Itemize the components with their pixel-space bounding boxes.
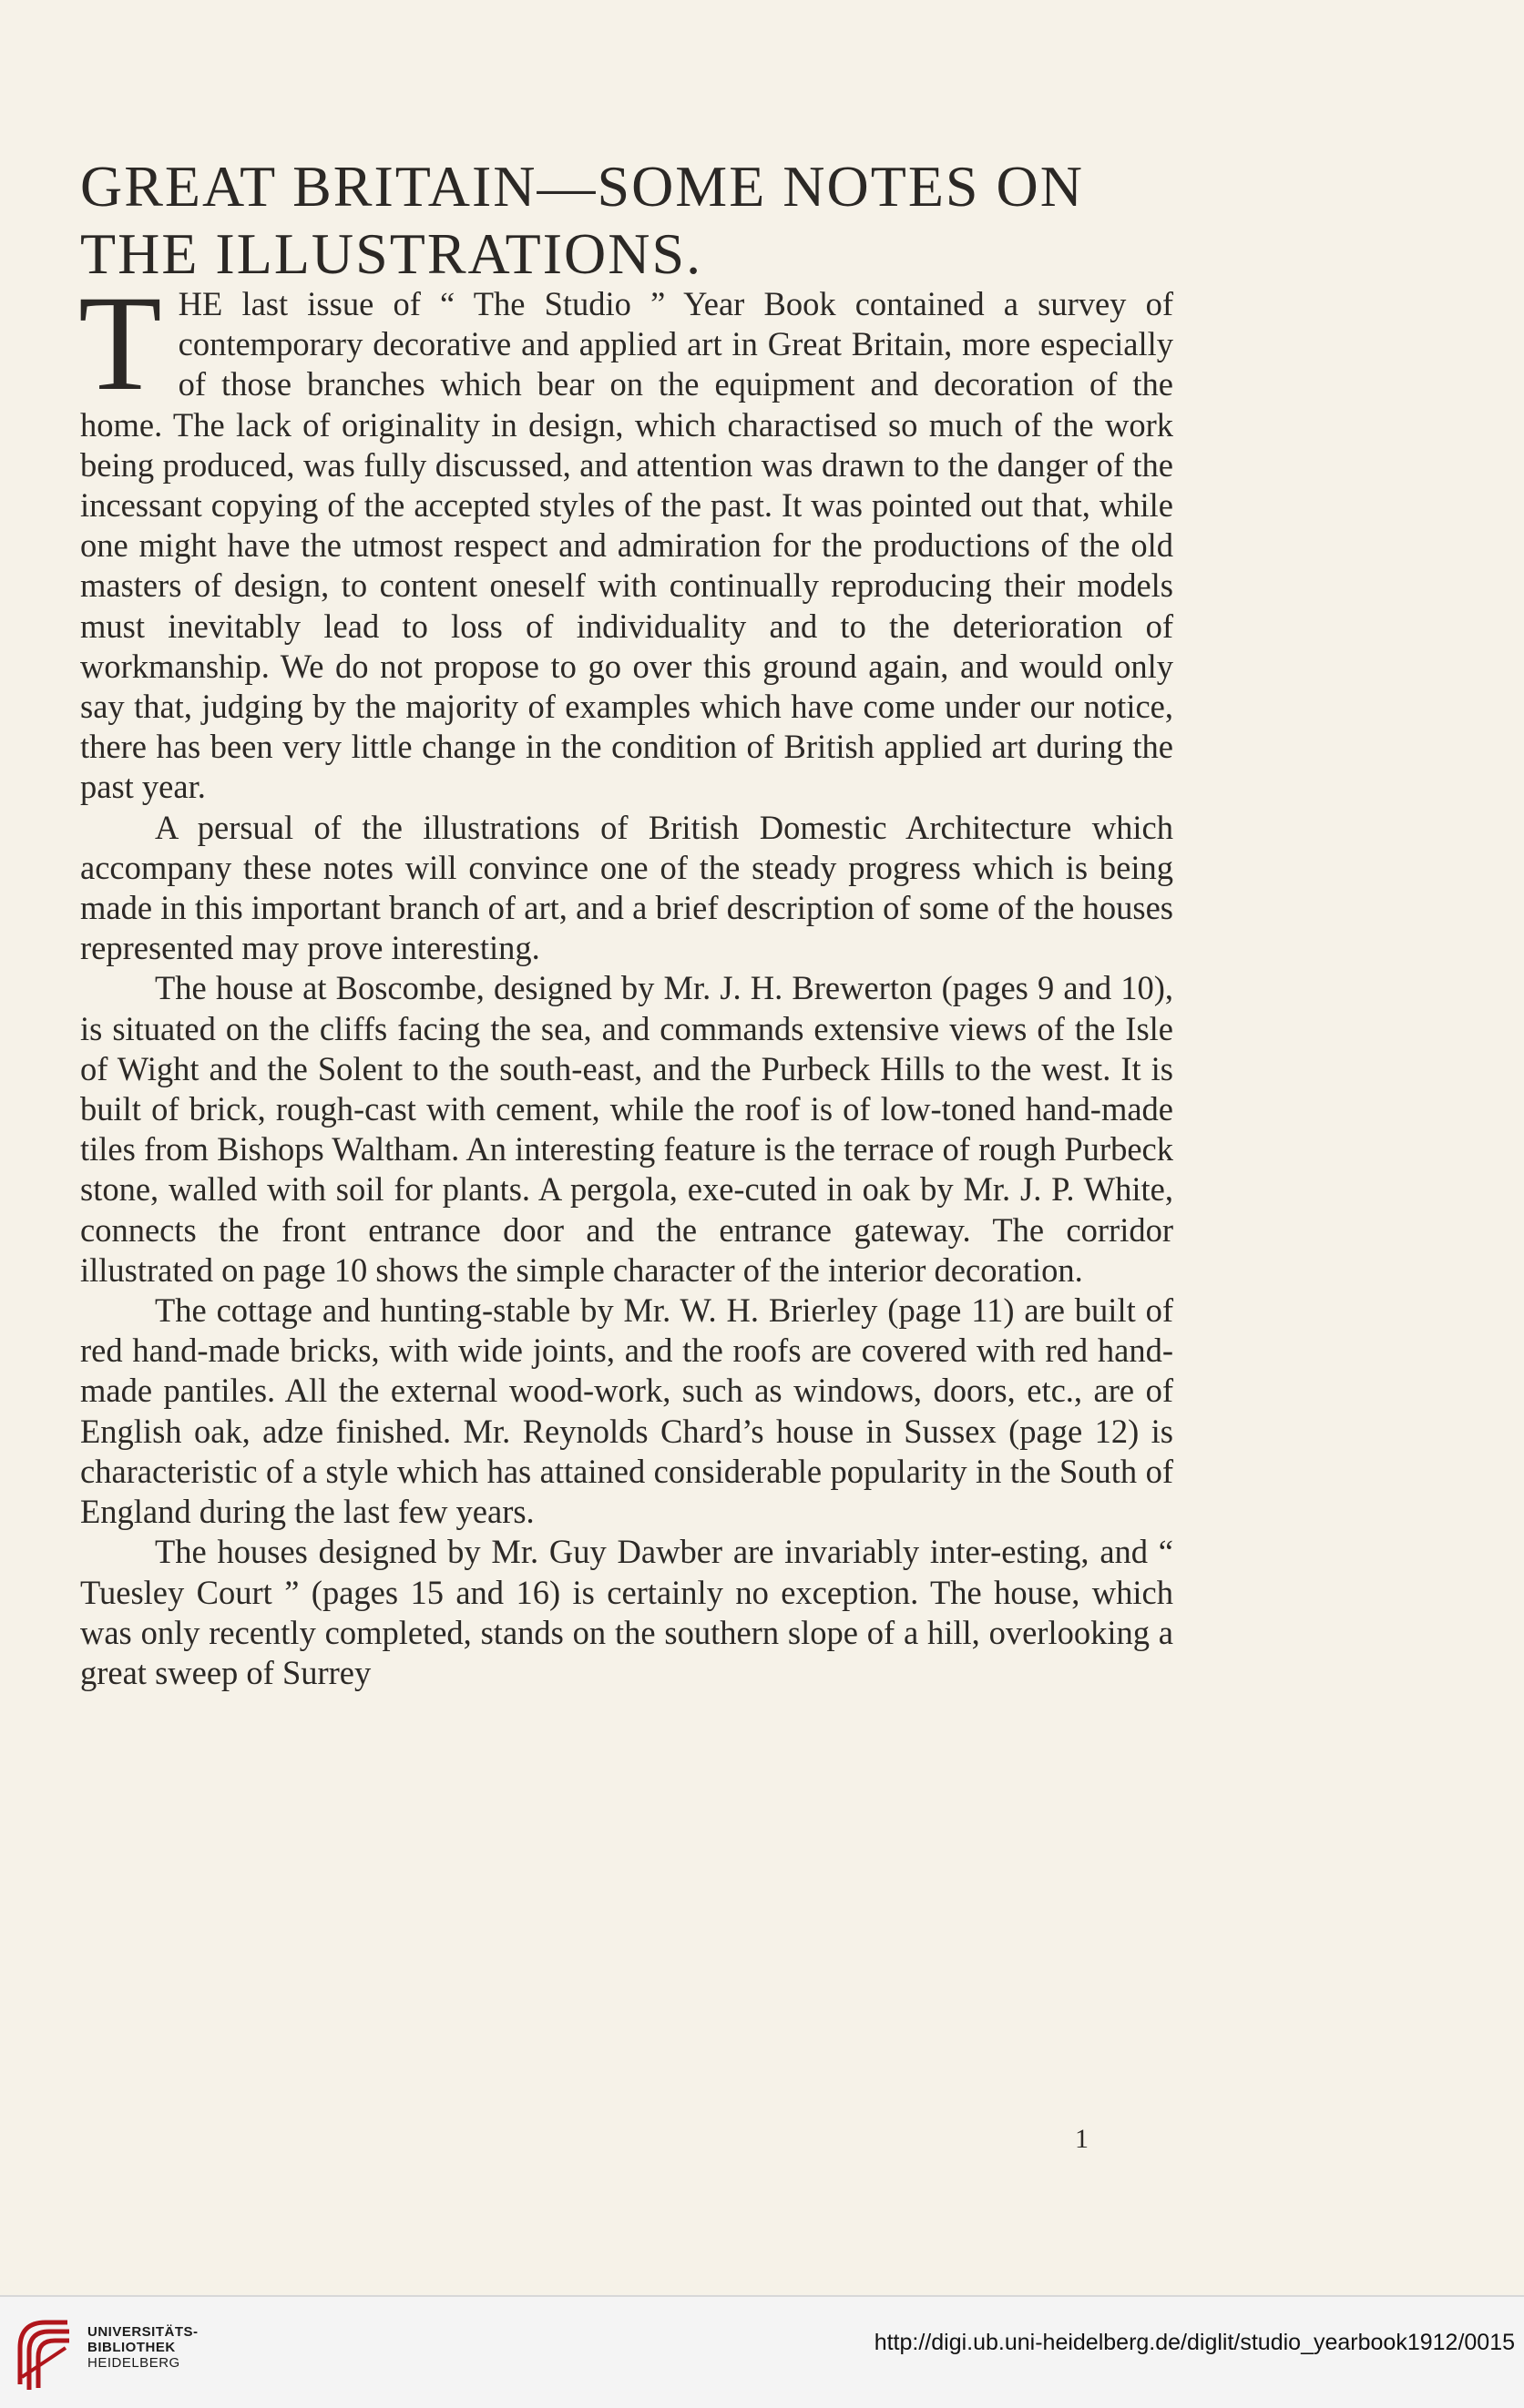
paragraph-5: The houses designed by Mr. Guy Dawber are invariably inter-esting, and “ Tuesley Court ” (pages 15 and 16) is certainly no exception. The house, which was only recently completed, stands on the southern slope of a hill, overlooking a great sweep of Surrey <box>80 1533 1173 1691</box>
library-name-line3: HEIDELBERG <box>87 2355 180 2371</box>
paragraph-3: The house at Boscombe, designed by Mr. J. H. Brewerton (pages 9 and 10), is situated on the cliffs facing the sea, and commands extensive views of the Isle of Wight and the Solent to the south-east, and the Purbeck Hills to the west. It is built of brick, rough-cast with cement, while the roof is of low-toned hand-made tiles from Bishops Waltham. An interesting feature is the terrace of rough Purbeck stone, walled with soil for plants. A pergola, exe-cuted in oak by Mr. J. P. White, connects the front entrance door and the entrance gateway. The corridor illustrated on page 10 shows the simple character of the interior decoration. <box>80 969 1173 1289</box>
drop-cap: T <box>78 268 162 419</box>
page-number: 1 <box>1075 2124 1089 2154</box>
paragraph-1-text: HE last issue of “ The Studio ” Year Book contained a survey of contemporary decorative and applied art in Great Britain, more especially of those branches which bear on the equipment and decoration of the home. The lack of originality in design, which charactised so much of the work being produced, was fully discussed, and attention was drawn to the danger of the incessant copying of the accepted styles of the past. It was pointed out that, while one might have the utmost respect and admiration for the productions of the old masters of design, to content oneself with continually reproducing their models must inevitably lead to loss of individuality and to the deterioration of workmanship. We do not propose to go over this ground again, and would only say that, judging by the majority of examples which have come under our notice, there has been very little change in the condition of British applied art during the past year. <box>80 285 1173 806</box>
article-body <box>78 268 1173 1693</box>
library-logo-icon <box>13 2311 77 2393</box>
paragraph-2: A persual of the illustrations of British Domestic Architecture which accompany these notes will convince one of the steady progress which is being made in this important branch of art, and a brief description of some of the houses represented may prove interesting. <box>80 808 1173 967</box>
source-url-link[interactable]: http://digi.ub.uni-heidelberg.de/diglit/studio_yearbook1912/0015 <box>874 2330 1515 2355</box>
paragraph-1 <box>78 268 1173 808</box>
article-title: GREAT BRITAIN—SOME NOTES ON THE ILLUSTRATIONS. <box>80 154 1084 286</box>
library-name <box>87 2324 199 2371</box>
paragraph-4: The cottage and hunting-stable by Mr. W. H. Brierley (page 11) are built of red hand-made bricks, with wide joints, and the roofs are covered with red hand-made pantiles. All the external wood-work, such as windows, doors, etc., are of English oak, adze finished. Mr. Reynolds Chard’s house in Sussex (page 12) is characteristic of a style which has attained considerable popularity in the South of England during the last few years. <box>80 1291 1173 1531</box>
library-name-line1: UNIVERSITÄTS- <box>87 2324 199 2340</box>
library-name-line2: BIBLIOTHEK <box>87 2340 176 2355</box>
